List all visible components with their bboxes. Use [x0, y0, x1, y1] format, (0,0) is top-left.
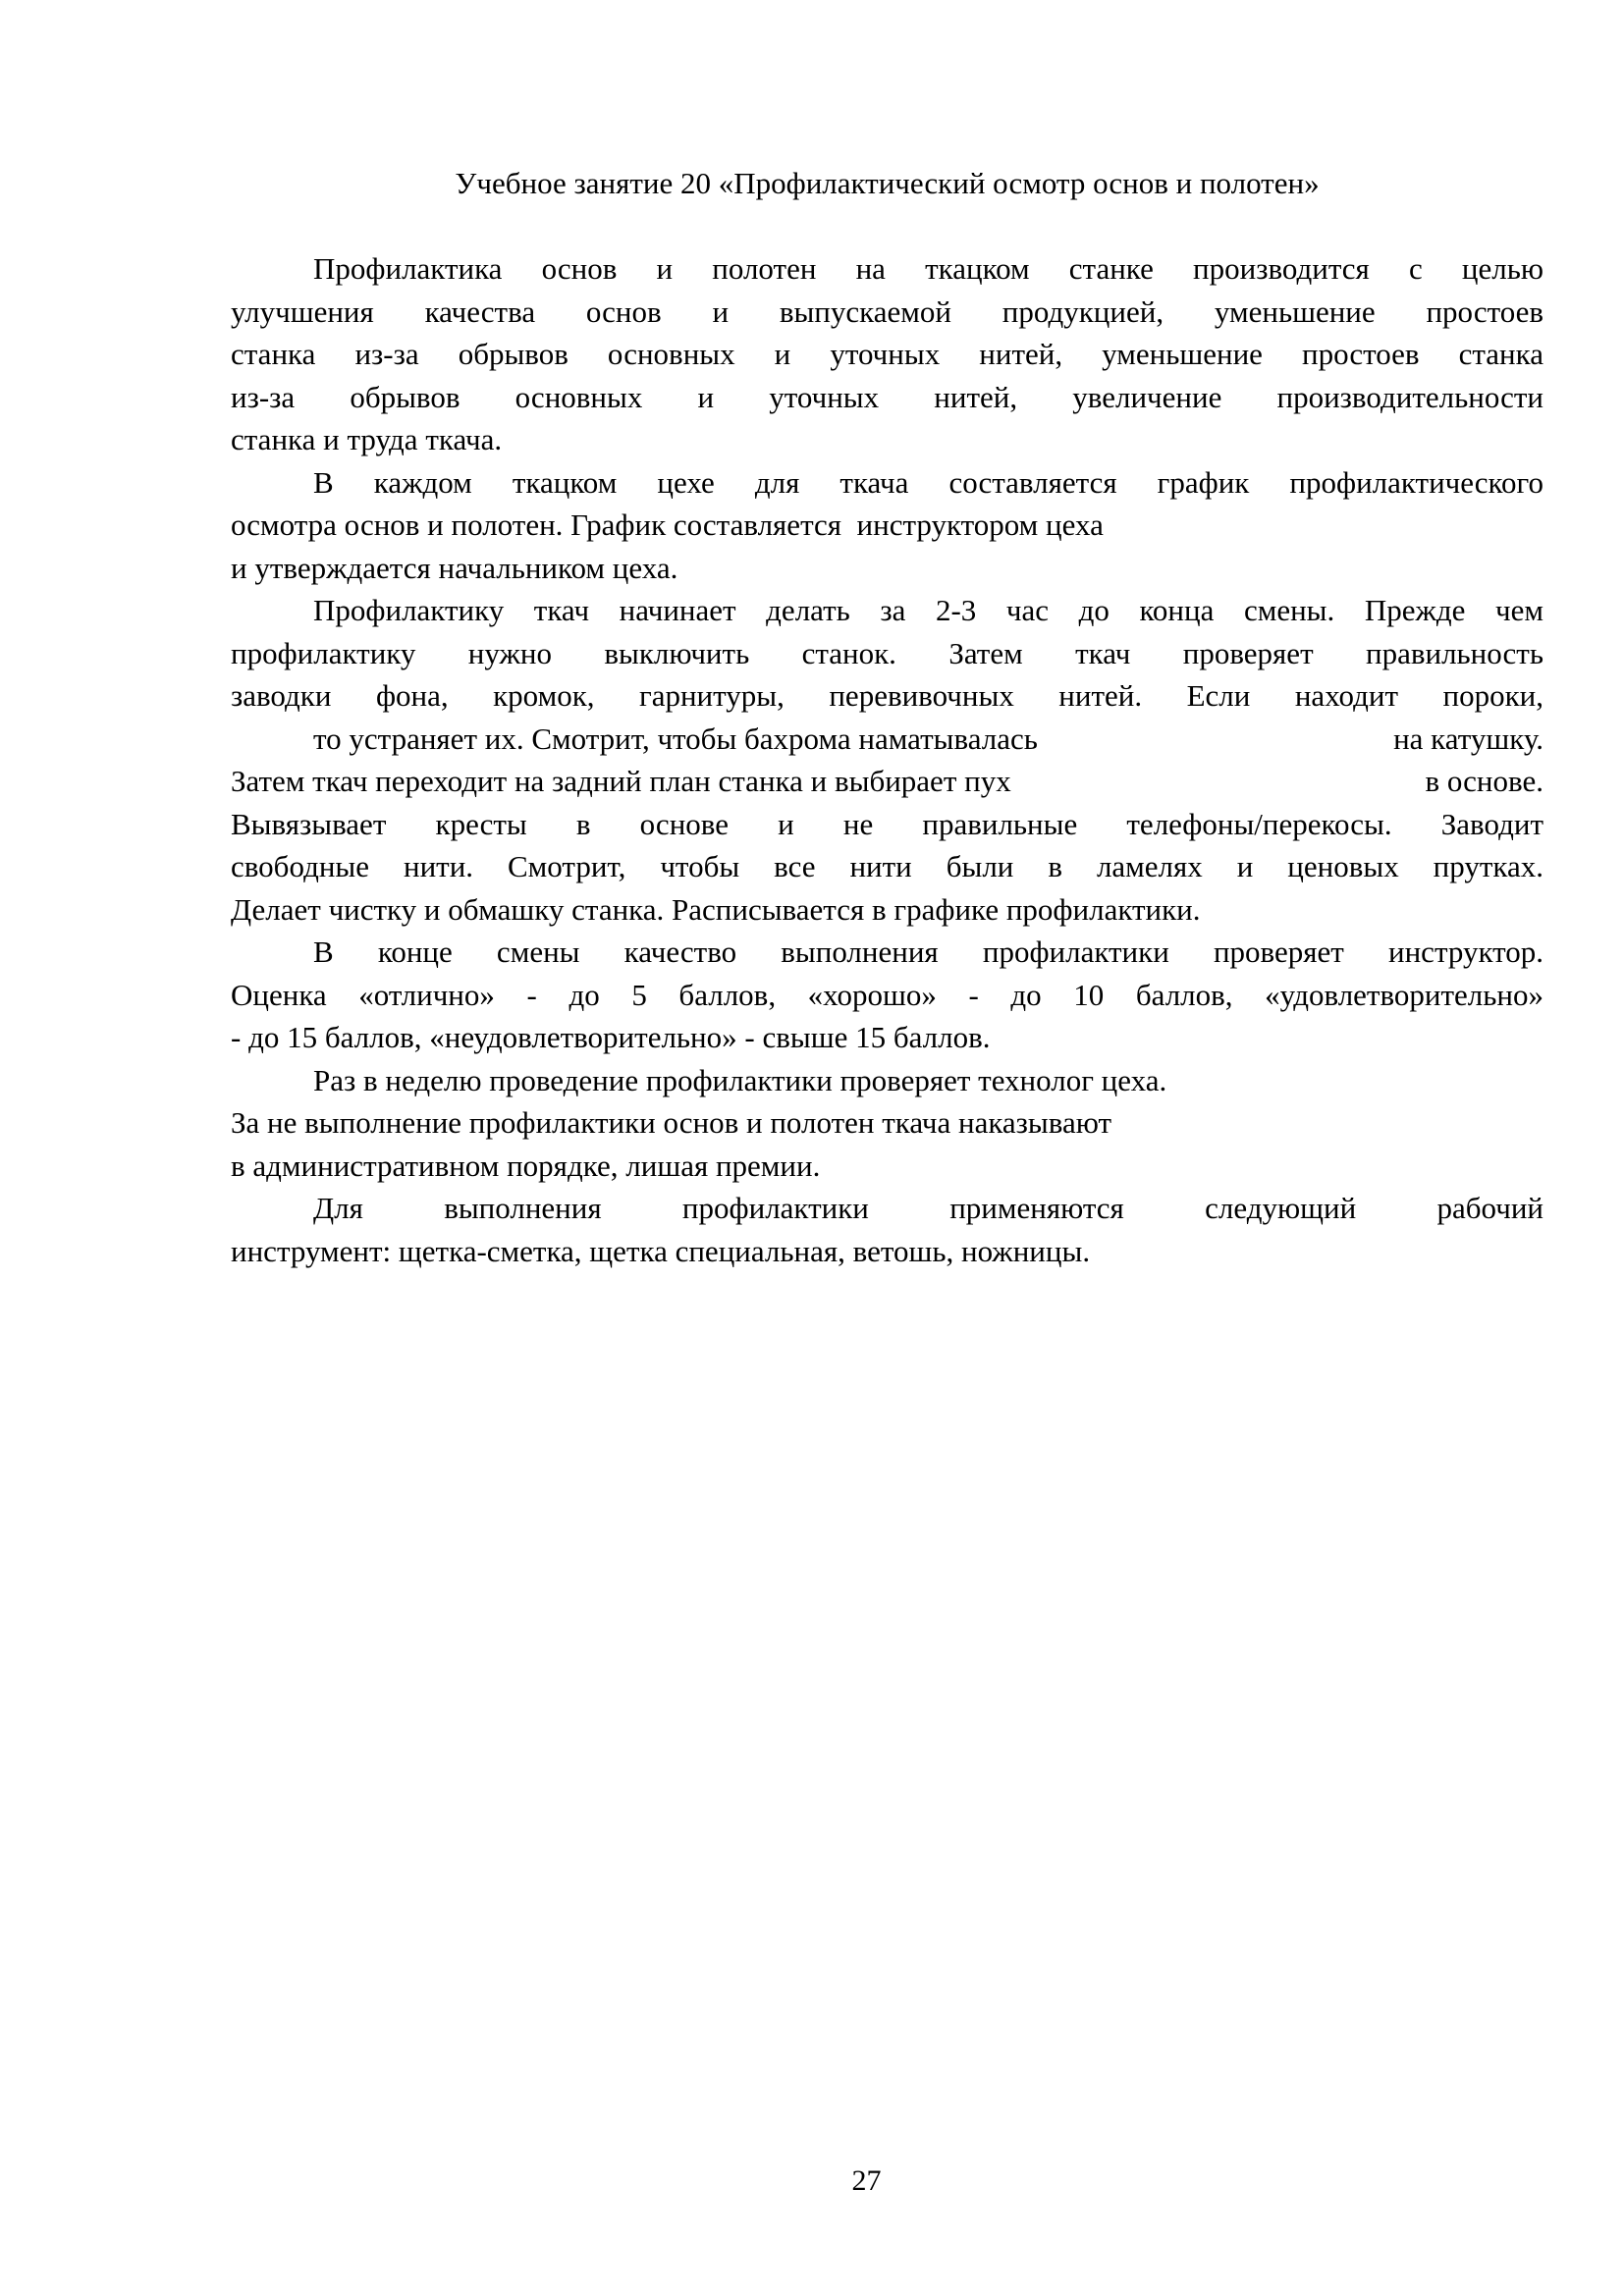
- text-segment-right: в основе.: [1425, 764, 1543, 798]
- text-line: и утверждается начальником цеха.: [231, 550, 678, 585]
- text-line: станка и труда ткача.: [231, 422, 503, 456]
- text-line: профилактику нужно выключить станок. Затем ткач проверяет правильность: [231, 635, 1543, 670]
- title-spacer: [231, 205, 1543, 248]
- text-line: [231, 718, 1543, 761]
- text-line: в административном порядке, лишая премии.: [231, 1148, 821, 1183]
- text-line: свободные нити. Смотрит, чтобы все нити были в ламелях и ценовых прутках.: [231, 849, 1543, 883]
- text-line: Для выполнения профилактики применяются следующий рабочий: [313, 1191, 1543, 1225]
- page-number: 27: [851, 2164, 882, 2197]
- document-body: [231, 247, 1543, 1272]
- text-line: инструмент: щетка-сметка, щетка специальная, ветошь, ножницы.: [231, 1233, 1091, 1268]
- text-line: Профилактику ткач начинает делать за 2-3 час до конца смены. Прежде чем: [313, 593, 1543, 627]
- text-line: из-за обрывов основных и уточных нитей, увеличение производительности: [231, 379, 1543, 414]
- text-line: улучшения качества основ и выпускаемой продукцией, уменьшение простоев: [231, 294, 1543, 329]
- text-line: Раз в неделю проведение профилактики проверяет технолог цеха.: [313, 1062, 1167, 1097]
- page-title: Учебное занятие 20 «Профилактический осмотр основ и полотен»: [455, 166, 1320, 200]
- document-content: [231, 162, 1543, 1272]
- text-line: В конце смены качество выполнения профилактики проверяет инструктор.: [313, 934, 1543, 969]
- text-segment-right: на катушку.: [1393, 721, 1543, 756]
- text-line: станка из-за обрывов основных и уточных нитей, уменьшение простоев станка: [231, 337, 1543, 371]
- text-line: Вывязывает кресты в основе и не правильные телефоны/перекосы. Заводит: [231, 806, 1543, 841]
- text-line: Делает чистку и обмашку станка. Расписывается в графике профилактики.: [231, 891, 1201, 927]
- text-line: Оценка «отлично» - до 5 баллов, «хорошо» - до 10 баллов, «удовлетворительно»: [231, 977, 1543, 1012]
- text-segment-left: Затем ткач переходит на задний план станка и выбирает пух: [231, 764, 1011, 798]
- text-line: Профилактика основ и полотен на ткацком станке производится с целью: [313, 251, 1543, 286]
- text-line: - до 15 баллов, «неудовлетворительно» - свыше 15 баллов.: [231, 1020, 991, 1054]
- text-line: осмотра основ и полотен. График составляется инструктором цеха: [231, 507, 1104, 542]
- text-line: За не выполнение профилактики основ и полотен ткача наказывают: [231, 1105, 1112, 1140]
- text-line: [231, 760, 1543, 803]
- text-line: В каждом ткацком цехе для ткача составляется график профилактического: [313, 464, 1543, 500]
- text-segment-left: то устраняет их. Смотрит, чтобы бахрома наматывалась: [313, 721, 1038, 756]
- text-line: заводки фона, кромок, гарнитуры, перевивочных нитей. Если находит пороки,: [231, 678, 1543, 713]
